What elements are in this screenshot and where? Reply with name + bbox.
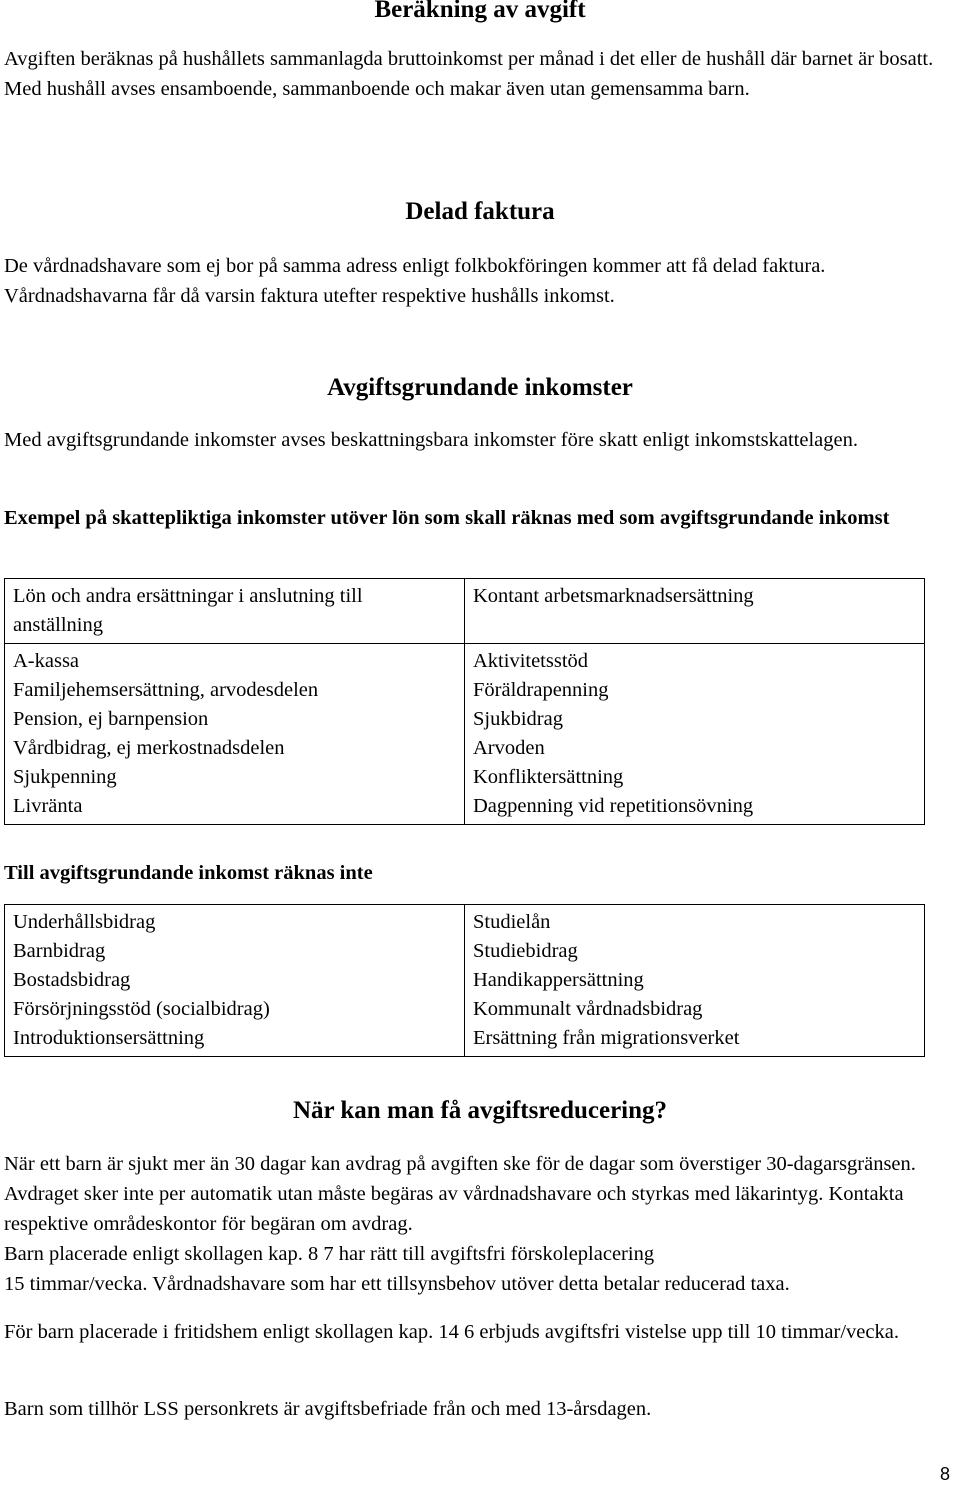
paragraph-lss: Barn som tillhör LSS personkrets är avgiftsbefriade från och med 13-årsdagen. xyxy=(4,1398,652,1420)
paragraph-sjukt-barn: När ett barn är sjukt mer än 30 dagar kan avdrag på avgiften ske för de dagar som överstiger 30-dagarsgränsen. Avdraget sker inte per automatik utan måste begäras av vårdnadshavare och styrkas med läkarintyg. Kontakta respektive områdeskontor för begäran om avdrag. xyxy=(4,1153,916,1235)
list-item: Kommunalt vårdnadsbidrag xyxy=(473,998,703,1020)
list-item: Försörjningsstöd (socialbidrag) xyxy=(13,998,270,1020)
paragraph-berakning: Avgiften beräknas på hushållets sammanlagda bruttoinkomst per månad i det eller de hushåll där barnet är bosatt. Med hushåll avses ensamboende, sammanboende och makar även utan gemensamma barn. xyxy=(4,48,934,100)
paragraph-forskoleplacering xyxy=(4,1239,954,1299)
list-item: Ersättning från migrationsverket xyxy=(473,1027,740,1049)
paragraph-fritidshem: För barn placerade i fritidshem enligt skollagen kap. 14 6 erbjuds avgiftsfri vistelse upp till 10 timmar/vecka. xyxy=(4,1321,899,1343)
table-cell xyxy=(465,579,925,644)
list-item: Bostadsbidrag xyxy=(13,969,131,991)
paragraph-delad-faktura: De vårdnadshavare som ej bor på samma adress enligt folkbokföringen kommer att få delad faktura. Vårdnadshavarna får då varsin faktura utefter respektive hushålls inkomst. xyxy=(4,255,826,307)
list-item: Dagpenning vid repetitionsövning xyxy=(473,795,754,817)
list-item: Föräldrapenning xyxy=(473,679,609,701)
paragraph-avgiftsgrundande: Med avgiftsgrundande inkomster avses beskattningsbara inkomster före skatt enligt inkomstskattelagen. xyxy=(4,429,858,451)
list-item: Underhållsbidrag xyxy=(13,911,156,933)
list-item: Aktivitetsstöd xyxy=(473,650,589,672)
subheading-skattepliktiga-inkomster: Exempel på skattepliktiga inkomster utöver lön som skall räknas med som avgiftsgrundande inkomst xyxy=(4,507,890,529)
list-item: Sjukpenning xyxy=(13,766,117,788)
list-item: Familjehemsersättning, arvodesdelen xyxy=(13,679,319,701)
table-cell xyxy=(5,905,465,1057)
table-cell xyxy=(465,644,925,825)
cell-text: Lön och andra ersättningar i anslutning till anställning xyxy=(13,585,363,636)
list-item: Studiebidrag xyxy=(473,940,578,962)
paragraph-line: Barn placerade enligt skollagen kap. 8 7 har rätt till avgiftsfri förskoleplacering xyxy=(4,1243,655,1265)
list-item: Sjukbidrag xyxy=(473,708,563,730)
cell-text: Kontant arbetsmarknadsersättning xyxy=(473,585,754,607)
list-item: Handikappersättning xyxy=(473,969,644,991)
table-raknas-inte xyxy=(4,904,925,1057)
page-number: 8 xyxy=(939,1464,950,1484)
list-item: Livränta xyxy=(13,795,83,817)
table-cell xyxy=(5,579,465,644)
table-skattepliktiga-inkomster xyxy=(4,578,925,825)
list-item: A-kassa xyxy=(13,650,80,672)
list-item: Vårdbidrag, ej merkostnadsdelen xyxy=(13,737,285,759)
list-item: Arvoden xyxy=(473,737,545,759)
table-row xyxy=(5,579,925,644)
heading-delad-faktura: Delad faktura xyxy=(405,198,555,225)
heading-avgiftsgrundande-inkomster: Avgiftsgrundande inkomster xyxy=(327,374,633,401)
list-item: Barnbidrag xyxy=(13,940,106,962)
table-row xyxy=(5,644,925,825)
list-item: Konfliktersättning xyxy=(473,766,624,788)
heading-avgiftsreducering: När kan man få avgiftsreducering? xyxy=(292,1097,668,1124)
subheading-raknas-inte: Till avgiftsgrundande inkomst räknas inte xyxy=(4,862,373,884)
table-cell xyxy=(5,644,465,825)
table-row xyxy=(5,905,925,1057)
heading-berakning-av-avgift: Beräkning av avgift xyxy=(374,0,586,23)
list-item: Studielån xyxy=(473,911,551,933)
table-cell xyxy=(465,905,925,1057)
paragraph-line: 15 timmar/vecka. Vårdnadshavare som har ett tillsynsbehov utöver detta betalar reducerad taxa. xyxy=(4,1273,790,1295)
list-item: Introduktionsersättning xyxy=(13,1027,205,1049)
list-item: Pension, ej barnpension xyxy=(13,708,209,730)
